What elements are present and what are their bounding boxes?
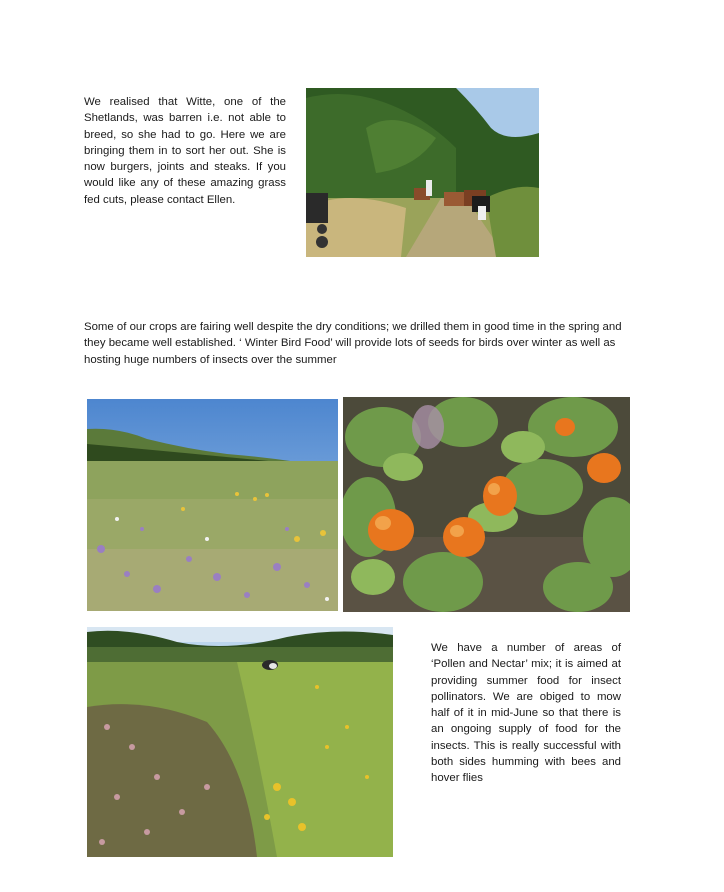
cattle-lane-photo xyxy=(306,88,539,257)
crops-paragraph: Some of our crops are fairing well despite the dry conditions; we drilled them in good time in the spring and they became well established. ‘ Winter Bird Food’ will provide lots of seeds for birds over winter as well as hosting huge numbers of insects over the summer xyxy=(84,321,622,366)
wildflower-meadow-photo xyxy=(87,399,338,611)
pumpkins-photo xyxy=(343,397,630,612)
cattle-paragraph: We realised that Witte, one of the Shetlands, was barren i.e. not able to breed, so she had to go. Here we are bringing them in to sort her out. She is now burgers, joints and steaks. If you would like any of these amazing grass fed cuts, please contact Ellen. xyxy=(84,96,286,206)
pollen-nectar-paragraph: We have a number of areas of ‘Pollen and Nectar’ mix; it is aimed at providing summer food for insect pollinators. We are obiged to mow half of it in mid-June so that there is an ongoing supply of food for the insects. This is really successful with both sides humming with bees and hover flies xyxy=(431,642,621,785)
pollen-nectar-field-photo xyxy=(87,627,393,857)
